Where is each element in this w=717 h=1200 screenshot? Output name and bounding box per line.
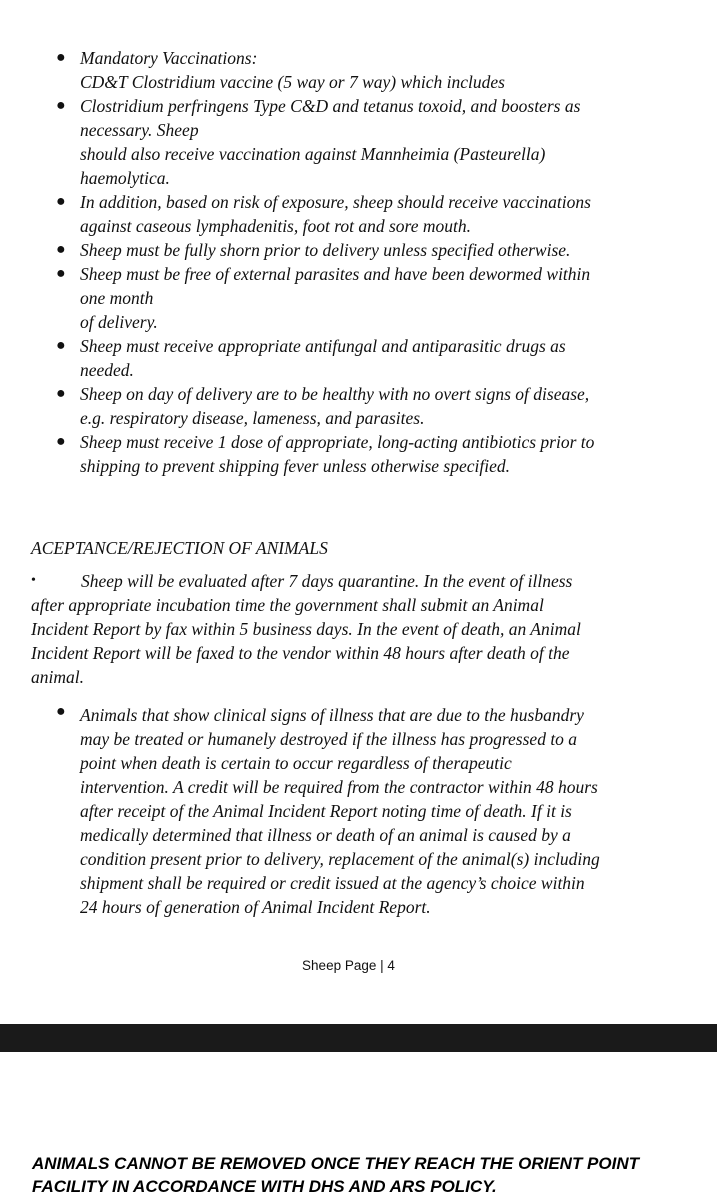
requirement-item: ● Sheep on day of delivery are to be healthy with no overt signs of disease, e.g. respiratory disease, lameness, and parasites. xyxy=(56,384,590,428)
page-divider-bar xyxy=(0,1024,717,1052)
acceptance-paragraph: • Sheep will be evaluated after 7 days quarantine. In the event of illness after appropriate incubation time the government shall submit an Animal Incident Report by fax within 5 business days. In the event of death, an Animal Incident Report will be faxed to the vendor within 48 hours after death of the animal. xyxy=(31,571,581,687)
requirement-item: ● In addition, based on risk of exposure, sheep should receive vaccinations against caseous lymphadenitis, foot rot and sore mouth. xyxy=(56,192,591,236)
illness-text: Animals that show clinical signs of illness that are due to the husbandry may be treated or humanely destroyed if the illness has progressed to a point when death is certain to occur regardless of therapeutic intervention. A credit will be required from the contractor within 48 hours after receipt of the Animal Incident Report noting time of death. If it is medically determined that illness or death of an animal is caused by a condition present prior to delivery, replacement of the animal(s) including shipment shall be required or credit issued at the agency’s choice within 24 hours of generation of Animal Incident Report. xyxy=(80,705,600,917)
requirement-item: ● Sheep must receive appropriate antifungal and antiparasitic drugs as needed. xyxy=(56,336,566,380)
bullet-icon: ● xyxy=(56,337,66,354)
requirements-list xyxy=(0,46,717,478)
bullet-icon: ● xyxy=(56,97,66,114)
bullet-icon: ● xyxy=(56,193,66,210)
bullet-icon: • xyxy=(31,573,36,588)
bullet-icon: ● xyxy=(56,49,66,66)
bullet-icon: ● xyxy=(56,433,66,450)
requirement-item: ● Sheep must be free of external parasites and have been dewormed within one month of delivery. xyxy=(56,264,591,332)
requirement-item: ● Mandatory Vaccinations: CD&T Clostridium vaccine (5 way or 7 way) which includes xyxy=(56,48,505,92)
page-footer xyxy=(0,958,717,973)
bullet-icon: ● xyxy=(56,265,66,282)
footer-label: Sheep Page xyxy=(302,958,377,973)
requirement-item: ● Clostridium perfringens Type C&D and tetanus toxoid, and boosters as necessary. Sheep should also receive vaccination against Mannheimia (Pasteurella) haemolytica. xyxy=(56,96,581,188)
bullet-icon: ● xyxy=(56,385,66,402)
policy-notice: ANIMALS CANNOT BE REMOVED ONCE THEY REACH THE ORIENT POINT FACILITY IN ACCORDANCE WITH DHS AND ARS POLICY. xyxy=(32,1154,639,1196)
bullet-icon: ● xyxy=(56,703,66,720)
footer-separator: | xyxy=(380,958,384,973)
requirement-item: ● Sheep must receive 1 dose of appropriate, long-acting antibiotics prior to shipping to prevent shipping fever unless otherwise specified. xyxy=(56,432,595,476)
section-heading: ACEPTANCE/REJECTION OF ANIMALS xyxy=(31,538,328,558)
page-number: 4 xyxy=(387,958,395,973)
requirement-item: ● Sheep must be fully shorn prior to delivery unless specified otherwise. xyxy=(56,240,571,260)
bullet-icon: ● xyxy=(56,241,66,258)
